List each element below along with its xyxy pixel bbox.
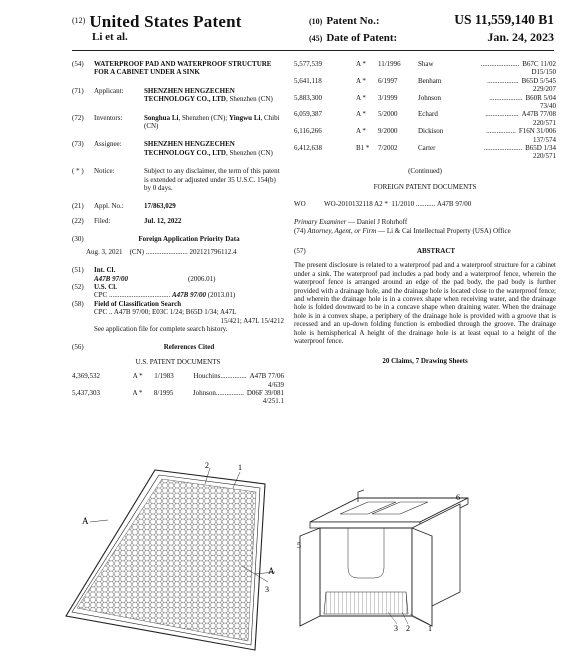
citation-inventor: Johnson (192, 388, 216, 397)
citation-class: B65D 1/34 (525, 144, 556, 153)
field-code: (73) (72, 140, 84, 149)
priority-country: (CN) (129, 247, 144, 256)
citation-dots: ................... (485, 110, 519, 119)
field-search-line3: See application file for complete search history. (94, 324, 228, 333)
citation-dots: .................. (487, 76, 519, 85)
citation-date: 11/1996 (378, 60, 401, 68)
citation-class: F16N 31/006 (518, 127, 556, 136)
cabinet-door-right (412, 528, 432, 626)
citation-number: 6,116,266 (294, 127, 322, 136)
cabinet-figure (298, 488, 476, 633)
field-code: (58) (72, 299, 84, 308)
citation-subclass: 4/251.1 (262, 397, 284, 406)
label-a-left: A (82, 516, 89, 526)
header-code: (12) (72, 16, 86, 25)
intcl-year: (2006.01) (188, 274, 216, 283)
field-code: (54) (72, 60, 84, 68)
citation-date: 8/1995 (153, 388, 174, 397)
patent-date-row (309, 30, 554, 48)
abstract-heading: ABSTRACT (416, 246, 456, 255)
section-line-a-left (90, 520, 108, 522)
inventor-name: Yingwu (228, 113, 253, 122)
cabinet-pad (324, 592, 408, 614)
applicant-location: , Shenzhen (CN) (225, 95, 273, 104)
citation-date: 9/2000 (378, 127, 398, 136)
citation-row (294, 110, 556, 127)
citation-inventor: Benham (418, 76, 442, 85)
patent-date-label: Date of Patent: (326, 32, 398, 44)
citation-class: B67C 11/02 (522, 60, 556, 68)
citation-inventor: Johnson (418, 93, 441, 102)
citation-number: 6,059,387 (294, 110, 322, 119)
inventor-name: Li (253, 113, 261, 122)
label-2: 2 (406, 624, 410, 633)
label-2: 2 (205, 461, 209, 470)
citation-number: 5,641,118 (294, 76, 322, 85)
citation-date: 7/2002 (378, 144, 398, 153)
field-label: Appl. No.: (94, 202, 124, 211)
citation-class: A47B 77/06 (249, 372, 284, 381)
citation-subclass: 4/639 (268, 380, 284, 389)
patent-header-right (309, 12, 554, 48)
attorney-label: Attorney, Agent, or Firm (307, 226, 377, 235)
cpc-class: A47B 97/00 (171, 291, 207, 300)
intcl-label: Int. Cl. (94, 266, 116, 275)
priority-heading: Foreign Application Priority Data (138, 235, 240, 244)
citation-date: 1/1983 (154, 372, 174, 381)
field-code: (72) (72, 113, 84, 122)
foreign-row (294, 200, 556, 208)
cpc-row (94, 291, 284, 299)
filed-field (72, 217, 284, 225)
patent-header-left (72, 12, 242, 32)
citation-inventor: Echard (418, 110, 438, 119)
citation-number: 4,369,532 (72, 372, 100, 381)
cpc-year: (2013.01) (207, 291, 236, 300)
citation-row (294, 144, 556, 161)
foreign-dots: ........... (415, 199, 436, 208)
field-code: (22) (72, 216, 84, 225)
citation-row (294, 127, 556, 144)
intcl-class: A47B 97/00 (94, 274, 129, 283)
citation-kind: A * (132, 372, 143, 381)
citation-date: 6/1997 (378, 76, 398, 85)
abstract-text: The present disclosure is related to a waterproof pad and a waterproof structure for a cabinet under a sink. The waterproof pad includes a pad body and a waterproof fence, wherein the waterproof fence is arranged around an edge of the pad body, the pad body is further provided with a drainage hole, and the drainage hole is located close to the waterproof fence; and wherein the drainage hole is in a convex shape when receiving water, and the drainage hole is folded downward to be in a concave shape when draining water. When the drainage hole is in a convex shape, a periphery of the drainage hole is provided with a groove that is recessed and an up-down folding function is embodied through the groove. The drainage hole is hemispherical A height of the drainage hole is at least equal to a height of the waterproof fence. (294, 261, 556, 345)
citation-inventor: Carter (418, 144, 436, 153)
citation-dots: ...................... (480, 60, 520, 68)
citation-kind: A * (356, 93, 366, 102)
citation-kind: A * (356, 110, 366, 119)
title-field (72, 60, 284, 77)
citation-row (294, 77, 556, 94)
invention-title: WATERPROOF PAD AND WATERPROOF STRUCTURE FOR A CABINET UNDER A SINK (94, 60, 272, 77)
applicant-field (72, 87, 284, 104)
us-docs-heading: U.S. PATENT DOCUMENTS (135, 357, 221, 366)
field-label: Inventors: (94, 113, 123, 122)
assignee-field (72, 140, 284, 157)
refs-field (72, 343, 284, 351)
citation-number: 5,883,300 (294, 93, 322, 102)
cpc-dots: ................................... (108, 291, 171, 300)
citation-inventor: Houchins (193, 372, 221, 381)
label-1: 1 (238, 463, 242, 472)
foreign-heading: FOREIGN PATENT DOCUMENTS (373, 183, 477, 192)
citation-subclass: 73/40 (540, 102, 556, 111)
citation-inventor: Dickison (418, 127, 444, 136)
continued-label: (Continued) (408, 166, 442, 175)
field-label: Applicant: (94, 86, 124, 95)
pad-figure (60, 462, 300, 654)
citation-date: 3/1999 (378, 93, 398, 102)
us-citations-right (294, 60, 556, 161)
intcl-field (72, 266, 284, 274)
inventor-location: , Chibi (CN) (144, 113, 280, 131)
foreign-class: A47B 97/00 (436, 199, 472, 208)
applicant-name: SHENZHEN HENGZECHEN TECHNOLOGY CO., LTD (144, 86, 235, 104)
label-6: 6 (456, 493, 460, 502)
field-search-line2: 15/421; A47L 15/4212 (220, 316, 284, 325)
appl-number: 17/863,029 (144, 202, 176, 211)
foreign-number: WO-2010132118 A2 * (324, 199, 388, 208)
priority-number: 202121796112.4 (189, 247, 237, 256)
field-label: Notice: (94, 167, 115, 176)
inventor-short: Li et al. (92, 31, 128, 43)
citation-subclass: 137/574 (533, 135, 556, 144)
citation-subclass: D15/150 (531, 68, 556, 77)
field-label: Filed: (94, 216, 111, 225)
cabinet-door-left (300, 528, 320, 626)
label-a-right: A (268, 566, 275, 576)
assignee-name: SHENZHEN HENGZECHEN TECHNOLOGY CO., LTD (144, 140, 235, 157)
label-1: 1 (428, 624, 432, 633)
field-code: ( * ) (72, 167, 84, 176)
inventor-name: Songhua Li (144, 113, 179, 122)
citation-number: 5,577,539 (294, 60, 322, 68)
patent-no-label: Patent No.: (326, 15, 380, 27)
label-3: 3 (265, 585, 269, 594)
appl-no-field (72, 202, 284, 210)
citation-row (294, 94, 556, 111)
citation-dots: ............... (220, 372, 247, 381)
citation-number: 6,412,638 (294, 144, 322, 153)
attorney-name: — Li & Cai Intellectual Property (USA) Office (376, 226, 511, 235)
patent-number: US 11,559,140 B1 (454, 12, 554, 27)
citation-row (294, 60, 556, 77)
patent-no-code: (10) (309, 17, 323, 26)
citation-dots: ...................... (483, 144, 523, 153)
notice-text: Subject to any disclaimer, the term of this patent is extended or adjusted under 35 U.S.C. 154(b) by 0 days. (144, 167, 280, 193)
field-code: (71) (72, 86, 84, 95)
claims-line: 20 Claims, 7 Drawing Sheets (382, 357, 468, 366)
field-search-label: Field of Classification Search (94, 299, 182, 308)
biblio-column (72, 60, 284, 406)
citation-subclass: 220/571 (533, 152, 556, 161)
patent-date-code: (45) (309, 34, 323, 43)
us-citations-left (72, 372, 284, 406)
right-column (294, 60, 556, 366)
citation-class: D06F 39/081 (246, 388, 284, 397)
patent-date: Jan. 24, 2023 (487, 30, 554, 44)
citation-subclass: 220/571 (533, 118, 556, 127)
examiner-label: Primary Examiner (294, 218, 347, 227)
citation-date: 5/2000 (378, 110, 398, 119)
patent-title: United States Patent (89, 12, 242, 31)
label-3: 3 (394, 624, 398, 633)
priority-row (86, 248, 284, 256)
inventors-field (72, 114, 284, 131)
citation-dots: ................... (489, 93, 523, 102)
citation-kind: B1 * (356, 144, 370, 153)
priority-dots: ........................ (145, 247, 188, 256)
uscl-label: U.S. Cl. (94, 282, 117, 291)
uscl-field (72, 283, 284, 291)
citation-dots: ................. (486, 127, 516, 136)
filed-date: Jul. 12, 2022 (144, 216, 182, 225)
foreign-date: 11/2010 (391, 199, 415, 208)
attorney-line (294, 227, 556, 235)
notice-field (72, 167, 284, 192)
field-code: (52) (72, 282, 84, 291)
field-code: (56) (72, 343, 84, 352)
inventor-location: , Shenzhen (CN); (178, 113, 229, 122)
foreign-country: WO (294, 199, 306, 208)
patent-number-row (309, 12, 554, 30)
citation-class: B65D 5/545 (521, 76, 556, 85)
citation-dots: ................ (215, 388, 244, 397)
citation-class: A47B 77/08 (521, 110, 556, 119)
field-code: (57) (294, 246, 306, 255)
priority-date: Aug. 3, 2021 (86, 247, 123, 256)
citation-subclass: 229/207 (533, 85, 556, 94)
abstract-field (294, 247, 556, 255)
citation-kind: A * (356, 76, 366, 85)
citation-kind: A * (132, 388, 143, 397)
field-code: (51) (72, 266, 84, 275)
citation-kind: A * (356, 60, 366, 68)
label-5: 5 (297, 541, 301, 550)
citation-number: 5,437,303 (72, 388, 100, 397)
citation-class: B60R 5/04 (525, 93, 556, 102)
field-code: (21) (72, 202, 84, 211)
examiner-name: — Daniel J Rohrhoff (346, 218, 408, 227)
field-search-line1: CPC .. A47B 97/00; E03C 1/24; B65D 1/34; A47L (94, 308, 237, 317)
citation-row (72, 372, 284, 389)
field-search (72, 300, 284, 308)
attorney-code: (74) (294, 226, 306, 235)
cpc-label: CPC (94, 291, 108, 300)
assignee-location: , Shenzhen (CN) (225, 148, 273, 157)
field-code: (30) (72, 235, 84, 244)
citation-inventor: Shaw (418, 60, 434, 68)
examiner-line (294, 218, 556, 226)
refs-heading: References Cited (163, 343, 215, 352)
citation-row (72, 389, 284, 406)
header-rule (72, 50, 554, 51)
citation-kind: A * (356, 127, 366, 136)
priority-field (72, 235, 284, 243)
field-label: Assignee: (94, 140, 122, 149)
intcl-row (94, 275, 284, 283)
